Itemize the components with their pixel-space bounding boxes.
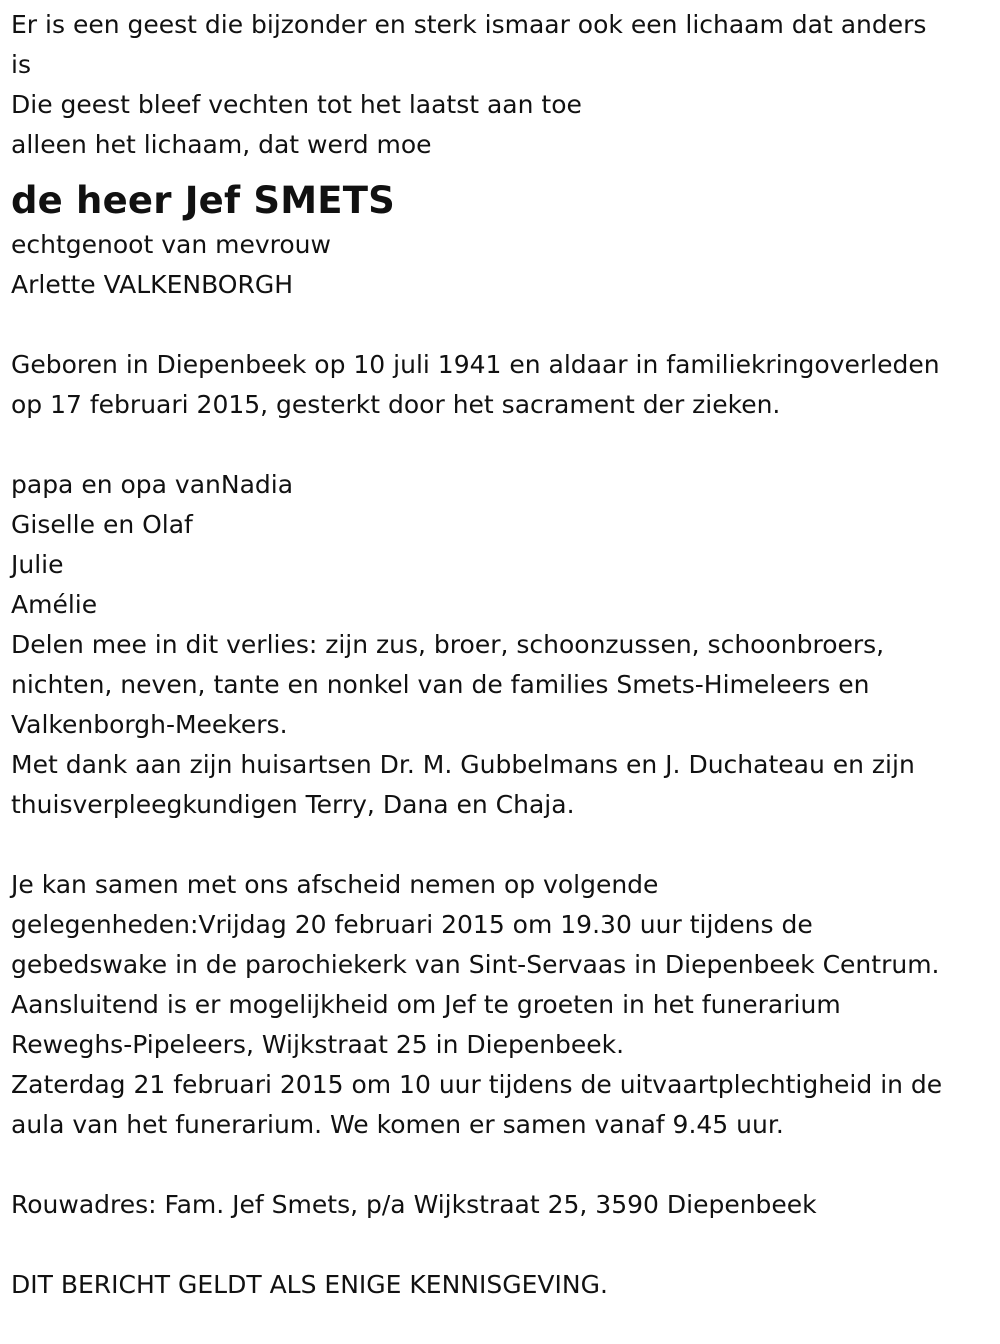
farewell-paragraph [11, 865, 993, 1145]
paragraph-line: gebedswake in de parochiekerk van Sint-Servaas in Diepenbeek Centrum. [11, 950, 940, 979]
poem-line: Er is een geest die bijzonder en sterk ismaar ook een lichaam dat anders [11, 10, 927, 39]
spacer [11, 825, 993, 865]
paragraph-line: op 17 februari 2015, gesterkt door het sacrament der zieken. [11, 390, 781, 419]
spouse-line: echtgenoot van mevrouw [11, 230, 331, 259]
paragraph-line: Delen mee in dit verlies: zijn zus, broer, schoonzussen, schoonbroers, [11, 630, 885, 659]
paragraph-line: Geboren in Diepenbeek op 10 juli 1941 en aldaar in familiekringoverleden [11, 350, 940, 379]
poem-line: alleen het lichaam, dat werd moe [11, 130, 432, 159]
spacer [11, 1225, 993, 1265]
paragraph-line: Met dank aan zijn huisartsen Dr. M. Gubbelmans en J. Duchateau en zijn [11, 750, 915, 779]
family-paragraph [11, 465, 993, 825]
notice: DIT BERICHT GELDT ALS ENIGE KENNISGEVING. [11, 1270, 608, 1299]
spacer [11, 1145, 993, 1185]
spacer [11, 305, 993, 345]
paragraph-line: Valkenborgh-Meekers. [11, 710, 288, 739]
spouse-line: Arlette VALKENBORGH [11, 270, 293, 299]
paragraph-line: Aansluitend is er mogelijkheid om Jef te groeten in het funerarium [11, 990, 841, 1019]
mourning-address: Rouwadres: Fam. Jef Smets, p/a Wijkstraat 25, 3590 Diepenbeek [11, 1190, 817, 1219]
spouse-info [11, 225, 993, 305]
paragraph-line: Zaterdag 21 februari 2015 om 10 uur tijdens de uitvaartplechtigheid in de [11, 1070, 943, 1099]
poem [11, 5, 993, 165]
spacer [11, 425, 993, 465]
paragraph-line: nichten, neven, tante en nonkel van de families Smets-Himeleers en [11, 670, 870, 699]
paragraph-line: thuisverpleegkundigen Terry, Dana en Chaja. [11, 790, 575, 819]
poem-line: is [11, 50, 31, 79]
paragraph-line: Giselle en Olaf [11, 510, 193, 539]
paragraph-line: Amélie [11, 590, 98, 619]
paragraph-line: gelegenheden:Vrijdag 20 februari 2015 om 19.30 uur tijdens de [11, 910, 813, 939]
paragraph-line: Julie [11, 550, 64, 579]
paragraph-line: Reweghs-Pipeleers, Wijkstraat 25 in Diepenbeek. [11, 1030, 625, 1059]
birth-death-paragraph [11, 345, 993, 425]
poem-line: Die geest bleef vechten tot het laatst aan toe [11, 90, 582, 119]
paragraph-line: aula van het funerarium. We komen er samen vanaf 9.45 uur. [11, 1110, 784, 1139]
paragraph-line: papa en opa vanNadia [11, 470, 294, 499]
obituary-document [11, 5, 993, 1305]
paragraph-line: Je kan samen met ons afscheid nemen op volgende [11, 870, 659, 899]
deceased-name: de heer Jef SMETS [11, 179, 395, 222]
